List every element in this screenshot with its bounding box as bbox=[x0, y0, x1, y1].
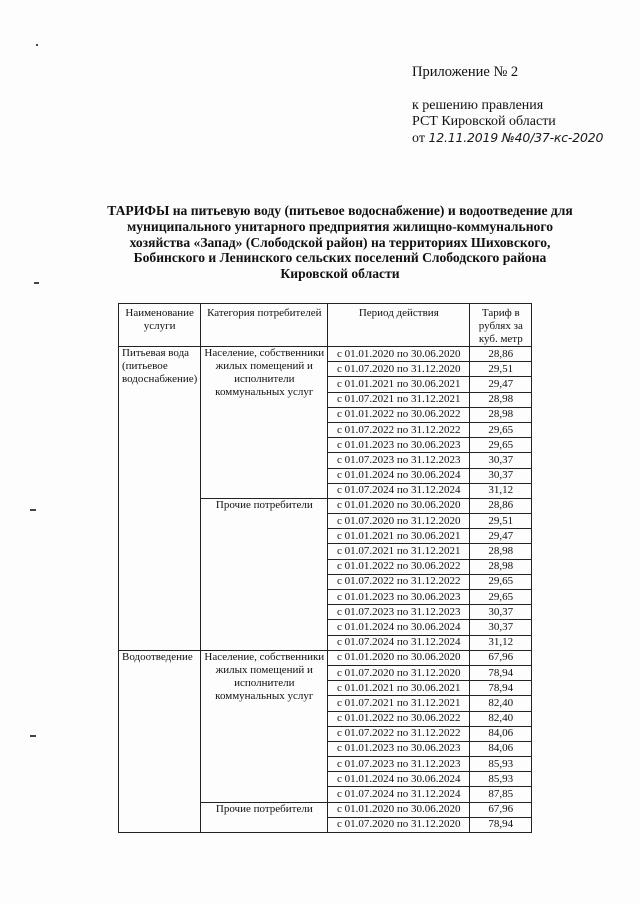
tariff-cell: 29,51 bbox=[470, 514, 532, 529]
service-name-cell: Питьевая вода (питьевое водоснабжение) bbox=[119, 347, 201, 651]
period-cell: с 01.07.2024 по 31.12.2024 bbox=[328, 483, 470, 498]
tariff-cell: 29,51 bbox=[470, 362, 532, 377]
tariff-cell: 30,37 bbox=[470, 468, 532, 483]
tariff-cell: 31,12 bbox=[470, 635, 532, 650]
period-cell: с 01.07.2024 по 31.12.2024 bbox=[328, 635, 470, 650]
category-cell: Население, собственники жилых помещений и исполнители коммунальных услуг bbox=[201, 650, 328, 802]
tariff-cell: 28,98 bbox=[470, 544, 532, 559]
tariff-cell: 67,96 bbox=[470, 802, 532, 817]
period-cell: с 01.01.2021 по 30.06.2021 bbox=[328, 681, 470, 696]
period-cell: с 01.01.2020 по 30.06.2020 bbox=[328, 802, 470, 817]
period-cell: с 01.07.2022 по 31.12.2022 bbox=[328, 574, 470, 589]
scan-speck bbox=[36, 44, 38, 46]
tariff-table-body bbox=[119, 347, 532, 833]
header-period: Период действия bbox=[328, 304, 470, 347]
tariff-cell: 85,93 bbox=[470, 757, 532, 772]
period-cell: с 01.01.2022 по 30.06.2022 bbox=[328, 559, 470, 574]
tariff-cell: 87,85 bbox=[470, 787, 532, 802]
period-cell: с 01.01.2023 по 30.06.2023 bbox=[328, 438, 470, 453]
period-cell: с 01.01.2022 по 30.06.2022 bbox=[328, 711, 470, 726]
header-service: Наименование услуги bbox=[119, 304, 201, 347]
period-cell: с 01.01.2021 по 30.06.2021 bbox=[328, 377, 470, 392]
handwritten-decision-number: 12.11.2019 №40/37-кс-2020 bbox=[428, 130, 604, 145]
period-cell: с 01.01.2022 по 30.06.2022 bbox=[328, 407, 470, 422]
table-row bbox=[119, 347, 532, 362]
period-cell: с 01.01.2024 по 30.06.2024 bbox=[328, 772, 470, 787]
tariff-cell: 67,96 bbox=[470, 650, 532, 665]
tariff-table bbox=[118, 303, 532, 833]
tariff-cell: 82,40 bbox=[470, 711, 532, 726]
tariff-cell: 31,12 bbox=[470, 483, 532, 498]
header-category: Категория потребителей bbox=[201, 304, 328, 347]
tariff-cell: 78,94 bbox=[470, 665, 532, 680]
scan-speck bbox=[34, 282, 39, 284]
tariff-cell: 29,65 bbox=[470, 438, 532, 453]
tariff-cell: 28,86 bbox=[470, 498, 532, 513]
period-cell: с 01.01.2020 по 30.06.2020 bbox=[328, 650, 470, 665]
period-cell: с 01.07.2021 по 31.12.2021 bbox=[328, 544, 470, 559]
annex-authority-line: РСТ Кировской области bbox=[412, 114, 556, 129]
document-heading: ТАРИФЫ на питьевую воду (питьевое водоснабжение) и водоотведение для муниципального унитарного предприятия жилищно-коммунального хозяйства «Запад» (Слободской район) на территориях Шиховского, Бобинского и Ленинского сельских поселений Слободского района Кировской области bbox=[107, 203, 573, 282]
header-tariff: Тариф в рублях за куб. метр bbox=[470, 304, 532, 347]
tariff-cell: 30,37 bbox=[470, 620, 532, 635]
tariff-cell: 28,98 bbox=[470, 392, 532, 407]
period-cell: с 01.01.2020 по 30.06.2020 bbox=[328, 347, 470, 362]
tariff-cell: 30,37 bbox=[470, 453, 532, 468]
tariff-cell: 29,65 bbox=[470, 422, 532, 437]
scan-speck bbox=[30, 509, 36, 511]
period-cell: с 01.01.2020 по 30.06.2020 bbox=[328, 498, 470, 513]
period-cell: с 01.07.2020 по 31.12.2020 bbox=[328, 665, 470, 680]
period-cell: с 01.07.2021 по 31.12.2021 bbox=[328, 696, 470, 711]
tariff-cell: 29,47 bbox=[470, 529, 532, 544]
category-cell: Прочие потребители bbox=[201, 802, 328, 832]
period-cell: с 01.01.2021 по 30.06.2021 bbox=[328, 529, 470, 544]
period-cell: с 01.07.2023 по 31.12.2023 bbox=[328, 453, 470, 468]
period-cell: с 01.01.2024 по 30.06.2024 bbox=[328, 620, 470, 635]
tariff-cell: 28,98 bbox=[470, 407, 532, 422]
period-cell: с 01.01.2023 по 30.06.2023 bbox=[328, 741, 470, 756]
period-cell: с 01.07.2020 по 31.12.2020 bbox=[328, 514, 470, 529]
period-cell: с 01.01.2024 по 30.06.2024 bbox=[328, 468, 470, 483]
period-cell: с 01.07.2021 по 31.12.2021 bbox=[328, 392, 470, 407]
period-cell: с 01.01.2023 по 30.06.2023 bbox=[328, 590, 470, 605]
period-cell: с 01.07.2023 по 31.12.2023 bbox=[328, 757, 470, 772]
tariff-cell: 78,94 bbox=[470, 817, 532, 832]
annex-date-prefix: от bbox=[412, 131, 425, 146]
table-header-row bbox=[119, 304, 532, 347]
annex-date-line bbox=[412, 130, 603, 147]
tariff-cell: 28,98 bbox=[470, 559, 532, 574]
tariff-cell: 84,06 bbox=[470, 726, 532, 741]
period-cell: с 01.07.2022 по 31.12.2022 bbox=[328, 726, 470, 741]
annex-block bbox=[412, 64, 603, 147]
category-cell: Прочие потребители bbox=[201, 498, 328, 650]
tariff-cell: 78,94 bbox=[470, 681, 532, 696]
tariff-cell: 29,47 bbox=[470, 377, 532, 392]
period-cell: с 01.07.2024 по 31.12.2024 bbox=[328, 787, 470, 802]
scan-speck bbox=[30, 735, 36, 737]
period-cell: с 01.07.2020 по 31.12.2020 bbox=[328, 817, 470, 832]
tariff-cell: 84,06 bbox=[470, 741, 532, 756]
tariff-cell: 82,40 bbox=[470, 696, 532, 711]
period-cell: с 01.07.2023 по 31.12.2023 bbox=[328, 605, 470, 620]
tariff-cell: 29,65 bbox=[470, 574, 532, 589]
period-cell: с 01.07.2022 по 31.12.2022 bbox=[328, 422, 470, 437]
table-row bbox=[119, 650, 532, 665]
tariff-cell: 29,65 bbox=[470, 590, 532, 605]
tariff-cell: 30,37 bbox=[470, 605, 532, 620]
annex-title: Приложение № 2 bbox=[412, 64, 519, 80]
period-cell: с 01.07.2020 по 31.12.2020 bbox=[328, 362, 470, 377]
category-cell: Население, собственники жилых помещений и исполнители коммунальных услуг bbox=[201, 347, 328, 499]
service-name-cell: Водоотведение bbox=[119, 650, 201, 832]
tariff-cell: 85,93 bbox=[470, 772, 532, 787]
tariff-cell: 28,86 bbox=[470, 347, 532, 362]
annex-decision-line: к решению правления bbox=[412, 98, 544, 113]
